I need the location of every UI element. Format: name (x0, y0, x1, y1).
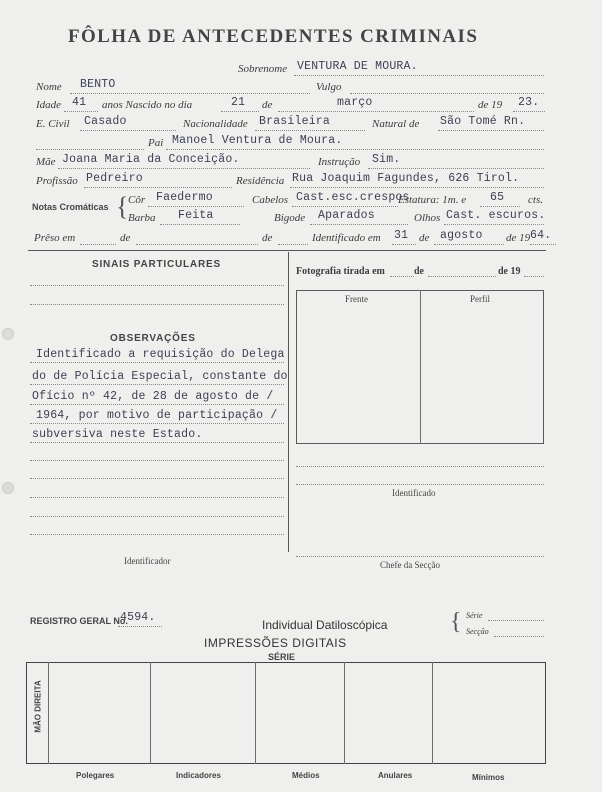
cts-label: cts. (528, 194, 543, 206)
barba-label: Barba (128, 212, 156, 224)
pai-value: Manoel Ventura de Moura. (172, 134, 343, 147)
cabelos-label: Cabelos (252, 194, 289, 206)
finger-label-anulares: Anulares (378, 771, 413, 780)
identificado-dia-value: 31 (394, 229, 409, 242)
sinais-particulares-title: SINAIS PARTICULARES (92, 259, 221, 270)
nacionalidade-label: Nacionalidade (183, 118, 248, 130)
cabelos-value: Cast.esc.crespos (296, 191, 410, 204)
sobrenome-label: Sobrenome (238, 63, 288, 75)
identificado-ano-value: 64. (530, 229, 552, 242)
observacao-line-5: subversiva neste Estado. (32, 428, 203, 441)
finger-label-polegares: Polegares (76, 771, 115, 780)
cor-label: Côr (128, 194, 146, 206)
bigode-value: Aparados (318, 209, 375, 222)
residencia-label: Residência (236, 175, 285, 187)
observacao-line-4: 1964, por motivo de participação / (36, 409, 278, 422)
vulgo-label: Vulgo (316, 81, 342, 93)
instrucao-label: Instrução (318, 156, 361, 168)
finger-label-indicadores: Indicadores (176, 771, 221, 780)
preso-label: Prêso em (34, 232, 76, 244)
serie-label: Série (466, 611, 483, 620)
ano-value: 23. (518, 96, 540, 109)
observacao-line-1: Identificado a requisição do Delega (36, 348, 285, 361)
perfil-label: Perfil (470, 294, 490, 304)
civil-value: Casado (84, 115, 127, 128)
chefe-seccao-label: Chefe da Secção (380, 560, 440, 570)
identificado-de-ano-label: de 19 (506, 232, 531, 244)
olhos-label: Olhos (414, 212, 441, 224)
de-ano-label: de 19 (478, 99, 503, 111)
idade-value: 41 (72, 96, 87, 109)
identificador-label: Identificador (124, 556, 171, 566)
brace-icon: { (116, 192, 129, 221)
registro-geral-label: REGISTRO GERAL No. (30, 616, 128, 626)
identificado-de-label: de (419, 232, 430, 244)
fotografia-label: Fotografia tirada em (296, 266, 385, 277)
brace-icon: { (450, 609, 462, 635)
notas-cromaticas-label: Notas Cromáticas (32, 202, 109, 212)
mae-value: Joana Maria da Conceição. (62, 153, 240, 166)
nacionalidade-value: Brasileira (259, 115, 331, 128)
bigode-label: Bigode (274, 212, 306, 224)
impressoes-serie-label: SÉRIE (268, 652, 296, 662)
profissao-label: Profissão (36, 175, 78, 187)
barba-value: Feita (178, 209, 214, 222)
pai-label: Pai (148, 137, 164, 149)
mao-direita-label: MÃO DIREITA (33, 680, 43, 733)
nome-value: BENTO (80, 78, 116, 91)
frente-label: Frente (345, 294, 368, 304)
impressoes-digitais-title: IMPRESSÕES DIGITAIS (204, 636, 347, 650)
document-title: FÔLHA DE ANTECEDENTES CRIMINAIS (68, 26, 479, 47)
instrucao-value: Sim. (372, 153, 401, 166)
nome-label: Nome (36, 81, 62, 93)
civil-label: E. Civil (36, 118, 70, 130)
column-divider (288, 252, 289, 552)
nascido-label: anos Nascido no dia (102, 99, 193, 111)
observacoes-title: OBSERVAÇÕES (110, 333, 196, 344)
section-divider (28, 250, 546, 251)
identificado-em-label: Identificado em (312, 232, 381, 244)
de-label: de (262, 99, 273, 111)
fingerprint-table (26, 662, 546, 764)
residencia-value: Rua Joaquim Fagundes, 626 Tirol. (292, 172, 520, 185)
seccao-label: Secção (466, 627, 489, 636)
cor-value: Faedermo (156, 191, 213, 204)
punch-hole (2, 482, 14, 494)
olhos-value: Cast. escuros. (446, 209, 546, 222)
mes-value: março (337, 96, 373, 109)
finger-label-medios: Médios (292, 771, 320, 780)
finger-label-minimos: Mínimos (472, 773, 505, 782)
registro-geral-value: 4594. (120, 611, 156, 624)
observacao-line-2: do de Polícia Especial, constante do (32, 370, 288, 383)
natural-label: Natural de (372, 118, 420, 130)
preso-de-label: de (120, 232, 131, 244)
profissao-value: Pedreiro (86, 172, 143, 185)
estatura-label: Estatura: 1m. e (398, 194, 467, 206)
identificado-label: Identificado (392, 488, 436, 498)
individual-datiloscopica-label: Individual Datiloscópica (262, 618, 388, 632)
punch-hole (2, 328, 14, 340)
preso-de2-label: de (262, 232, 273, 244)
foto-de-ano-label: de 19 (498, 266, 521, 277)
dia-value: 21 (231, 96, 246, 109)
natural-value: São Tomé Rn. (440, 115, 526, 128)
estatura-value: 65 (490, 191, 505, 204)
foto-de-label: de (414, 266, 424, 277)
identificado-mes-value: agosto (440, 229, 483, 242)
sobrenome-value: VENTURA DE MOURA. (297, 60, 418, 73)
idade-label: Idade (36, 99, 62, 111)
observacao-line-3: Ofício nº 42, de 28 de agosto de / (32, 390, 274, 403)
mae-label: Mãe (36, 156, 56, 168)
